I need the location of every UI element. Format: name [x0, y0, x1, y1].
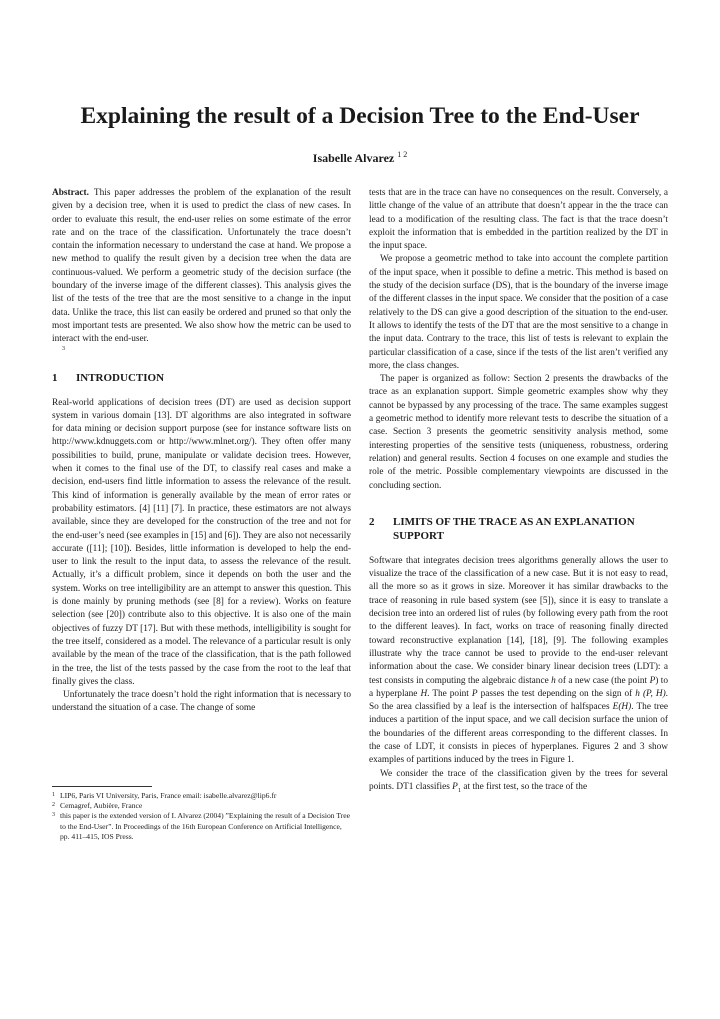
right-column: [369, 187, 668, 797]
footnotes: [52, 786, 351, 842]
author-affiliation-marks: 1 2: [397, 150, 408, 159]
intro-paragraph-5: The paper is organized as follow: Section 2 presents the drawbacks of the trace as an explanation support. Simple geometric examples show why they cannot be bypassed by any processing of the trace. The same examples suggest a geometric method to identify more relevant tests to describe the situation of a case. Section 3 presents the geometric sensitivity analysis method, some interesting properties of the sensitive tests (uniqueness, robustness, ordering relation) and general results. Section 4 focuses on one example and studies the role of the metric. Possible complementary viewpoints are discussed in the concluding section.: [369, 374, 668, 491]
section-1-title: INTRODUCTION: [76, 371, 165, 384]
abstract-footnote-mark: 3: [62, 345, 65, 352]
section-1-heading: [52, 371, 351, 385]
section-2-heading: [369, 515, 668, 543]
section-2-title: LIMITS OF THE TRACE AS AN EXPLANATION SUPPORT: [393, 515, 635, 542]
intro-paragraph-2: Unfortunately the trace doesn’t hold the right information that is necessary to understand the situation of a case. The change of some: [52, 690, 351, 714]
expr-h-p-h: h (P, H): [635, 688, 666, 699]
footnote-rule: [52, 786, 152, 787]
expr-e-h: E(H): [612, 702, 632, 713]
left-column: [52, 187, 351, 716]
var-hyperplane: H: [420, 688, 428, 699]
paper-title: Explaining the result of a Decision Tree to the End-User: [80, 103, 640, 129]
var-p: P: [649, 675, 656, 686]
abstract-label: Abstract.: [52, 188, 89, 198]
var-h: h: [551, 675, 556, 686]
section-2-paragraph-1: Software that integrates decision trees algorithms generally allows the user to visualize the trace of the classification of a new case. But it is not easy to read, all the more so as it grows in size. Moreover it has similar drawbacks to the trace of reasoning in rule based system (see [5]), since it is easy to translate a decision tree into an ordered list of rules (by following every path from the root to the different leaves). In fact, works on trace of reasoning finally directed toward reconstructive explanation [14], [18], [9]. The following examples illustrate why the trace cannot be used to provide to the end-user relevant information about the case. We consider binary linear decision trees (LDT): a test consists in computing the algebraic distance h of a new case (the point P) to a hyperplane H. The point P passes the test depending on the sign of h (P, H). So the area classified by a leaf is the intersection of halfspaces E(H). The tree induces a partition of the input space, and we call decision surface the union of the boundaries of the different areas corresponding to the different classes. In the case of LDT, it consists in pieces of hyperplanes. Figures 2 and 3 show examples of partitions induced by the trees in Figure 1.: [369, 555, 668, 766]
section-2-paragraph-2: We consider the trace of the classification given by the trees for several points. DT1 classifies $P_1$ at the first test, so the trace of the: [369, 768, 668, 794]
intro-paragraph-4: We propose a geometric method to take into account the complete partition of the input space, when it possible to define a metric. This method is based on the study of the decision surface (DS), that is the boundary of the inverse image of the different classes in the input space. We consider that the position of a case relatively to the DS can give a good description of the situation to the end-user. It allows to identify the tests of the DT that are the most sensitive to a change in the input data. Contrary to the trace, this list of tests is relevant to explain the particular classification of a case, since if the tests of the list aren’t verified any more, the class changes.: [369, 254, 668, 371]
abstract-text: This paper addresses the problem of the explanation of the result given by a decision tree, when it is used to predict the class of new cases. In order to evaluate this result, the end-user relies on some estimate of the error rate and on the trace of the classification. Unfortunately the trace doesn’t contain the information necessary to understand the case at hand. We propose a new method to qualify the result given by a decision tree when the data are continuous-valued. We perform a geometric study of the decision surface (the boundary of the inverse image of the different classes). This analysis gives the list of the tests of the tree that are the most sensitive to a change in the input data. Unlike the trace, this list can easily be ordered and pruned so that only the most important tests are presented. We also show how the metric can be used to interact with the end-user.: [52, 188, 351, 345]
footnote-3: 3 this paper is the extended version of I. Alvarez (2004) ”Explaining the result of a Decision Tree to the End-User”. In Proceedings of the 16th European Conference on Artificial Intelligence, pp. 411–415, IOS Press.: [52, 811, 350, 841]
intro-paragraph-3: tests that are in the trace can have no consequences on the result. Conversely, a little change of the value of an attribute that doesn’t appear in the the trace can lead to a modification of the resulting class. The fact is that the trace doesn’t exploit the information that is embedded in the partition realized by the DT in the input space.: [369, 188, 668, 252]
author-line: [0, 148, 720, 165]
footnote-2: 2 Cemagref, Aubière, France: [52, 801, 143, 811]
footnote-1: 1 LIP6, Paris VI University, Paris, France email: isabelle.alvarez@lip6.fr: [52, 791, 277, 800]
section-1-number: 1: [52, 371, 58, 384]
section-2-number: 2: [369, 515, 375, 528]
var-p1: P: [452, 781, 458, 792]
intro-paragraph-1: Real-world applications of decision trees (DT) are used as decision support system in various domain [13]. DT algorithms are also integrated in software for data mining or decision support purpose (see for instance software lists on http://www.kdnuggets.com or http://www.mlnet.org/). They often offer many possibilities to build, prune, manipulate or validate decision trees. However, when it comes to the final use of the DT, to classify real cases and make a decision, end-users find little information to assess the relevance of the result. This kind of information is generally available by the mean of error rates or probability estimators. [4] [11] [7]. In practice, these estimators are not always available, since they are developed for the construction of the tree and not for the end-user’s need (see examples in [15] and [6]). They are also not necessarily accurate ([11]; [10]). Besides, little information is developed to help the end-user to link the result to the input data, to assess the relevance of the result. Actually, it’s a difficult problem, since it depends on both the user and the system. Works on tree intelligibility are an attempt to answer this question. This is done mainly by pruning methods (see [8] for a review). Works on feature selection (see [20]) contribute also to this objective. It is also one of the main objectives of fuzzy DT [17]. But with these methods, intelligibility is sought for the tree itself, considered as a model. The relevance of a particular result is only available by the mean of the trace of the classification, that is the path followed in the tree, the list of the tests passed by the case from the root to the leaf that finally gives the class.: [52, 397, 351, 687]
var-p: P: [471, 688, 478, 699]
author-name: Isabelle Alvarez: [312, 151, 395, 165]
abstract: [52, 187, 351, 347]
